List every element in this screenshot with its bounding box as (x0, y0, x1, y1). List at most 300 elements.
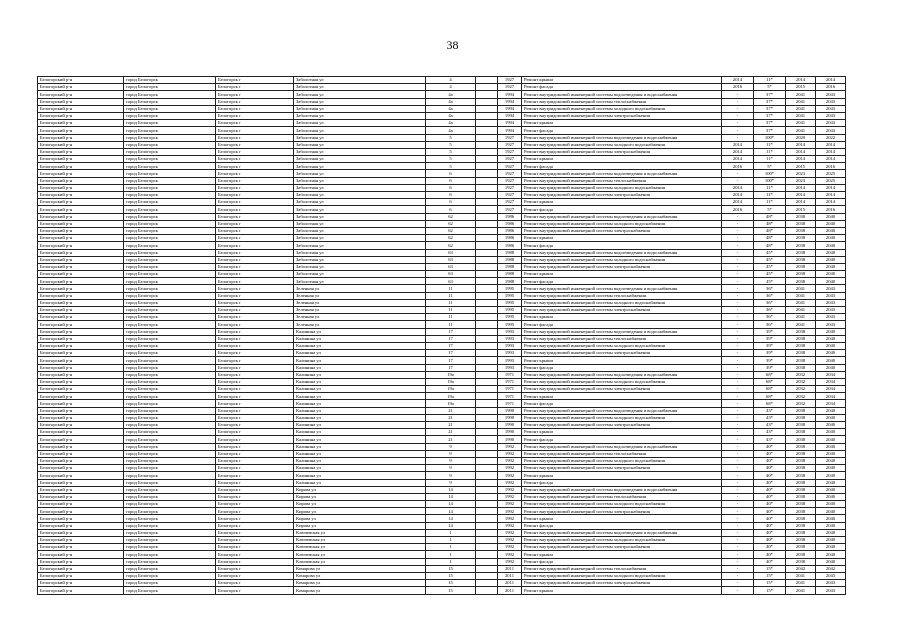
cell-locality: Белогорск г (216, 235, 294, 242)
cell-locality: Белогорск г (216, 156, 294, 163)
cell-settlement: город Белогорск (124, 414, 216, 421)
table-row (38, 285, 846, 292)
cell-street: Заболотная ул (294, 206, 426, 213)
cell-build-year: 2011 (498, 587, 522, 594)
cell-district: Белогорский р-н (38, 407, 124, 414)
cell-street: Калинина ул (294, 465, 426, 472)
cell-settlement: город Белогорск (124, 393, 216, 400)
cell-street: Калинина ул (294, 436, 426, 443)
cell-plan-end: 2040 (816, 227, 846, 234)
cell-plan-end: 2043 (816, 580, 846, 587)
cell-settlement: город Белогорск (124, 263, 216, 270)
cell-plan-end: 2014 (816, 184, 846, 191)
cell-building (476, 443, 498, 450)
cell-wear: 36* (754, 321, 786, 328)
cell-building (476, 378, 498, 385)
cell-settlement: город Белогорск (124, 407, 216, 414)
cell-street: Кирова ул (294, 515, 426, 522)
cell-settlement: город Белогорск (124, 350, 216, 357)
cell-building (476, 457, 498, 464)
cell-house-number: 19а (426, 378, 476, 385)
cell-district: Белогорский р-н (38, 386, 124, 393)
cell-building (476, 105, 498, 112)
cell-plan-end: 2014 (816, 148, 846, 155)
cell-plan-end: 2043 (816, 98, 846, 105)
table-row (38, 134, 846, 141)
cell-house-number: 5 (426, 134, 476, 141)
cell-last-repair-year: - (722, 249, 754, 256)
cell-plan-start: 2038 (786, 515, 816, 522)
cell-building (476, 199, 498, 206)
cell-locality: Белогорск г (216, 551, 294, 558)
cell-street: Заболотная ул (294, 220, 426, 227)
cell-build-year: 1992 (498, 558, 522, 565)
cell-work-type: Ремонт внутридомовой инженерной системы холодного водоснабжения (522, 378, 722, 385)
cell-building (476, 400, 498, 407)
cell-plan-start: 2041 (786, 307, 816, 314)
cell-locality: Белогорск г (216, 508, 294, 515)
cell-wear: 15* (754, 565, 786, 572)
cell-work-type: Ремонт внутридомовой инженерной системы холодного водоснабжения (522, 141, 722, 148)
cell-wear: 100* (754, 177, 786, 184)
cell-last-repair-year: 2014 (722, 199, 754, 206)
cell-street: Комарова ул (294, 580, 426, 587)
cell-locality: Белогорск г (216, 278, 294, 285)
table-row (38, 551, 846, 558)
cell-build-year: 1993 (498, 357, 522, 364)
cell-street: Калинина ул (294, 378, 426, 385)
cell-building (476, 170, 498, 177)
cell-plan-start: 2014 (786, 184, 816, 191)
cell-wear: 48* (754, 213, 786, 220)
cell-last-repair-year: - (722, 342, 754, 349)
cell-building (476, 450, 498, 457)
cell-settlement: город Белогорск (124, 537, 216, 544)
cell-work-type: Ремонт фасада (522, 436, 722, 443)
cell-wear: 40* (754, 472, 786, 479)
cell-building (476, 493, 498, 500)
cell-district: Белогорский р-н (38, 278, 124, 285)
cell-house-number: 15 (426, 572, 476, 579)
cell-work-type: Ремонт внутридомовой инженерной системы теплоснабжения (522, 292, 722, 299)
cell-last-repair-year: - (722, 285, 754, 292)
cell-settlement: город Белогорск (124, 400, 216, 407)
cell-building (476, 206, 498, 213)
cell-street: Кирова ул (294, 493, 426, 500)
cell-street: Зеленная ул (294, 307, 426, 314)
cell-build-year: 1993 (498, 328, 522, 335)
cell-district: Белогорский р-н (38, 457, 124, 464)
cell-district: Белогорский р-н (38, 299, 124, 306)
cell-last-repair-year: - (722, 386, 754, 393)
table-row (38, 91, 846, 98)
cell-settlement: город Белогорск (124, 220, 216, 227)
cell-house-number: 21 (426, 414, 476, 421)
cell-locality: Белогорск г (216, 558, 294, 565)
cell-last-repair-year: 2014 (722, 156, 754, 163)
cell-building (476, 335, 498, 342)
cell-wear: 39* (754, 328, 786, 335)
cell-last-repair-year: - (722, 393, 754, 400)
cell-plan-end: 2040 (816, 529, 846, 536)
cell-build-year: 1992 (498, 537, 522, 544)
table-row (38, 141, 846, 148)
cell-house-number: 9 (426, 450, 476, 457)
cell-settlement: город Белогорск (124, 199, 216, 206)
cell-locality: Белогорск г (216, 307, 294, 314)
table-row (38, 429, 846, 436)
cell-work-type: Ремонт крыши (522, 314, 722, 321)
cell-wear: 11* (754, 192, 786, 199)
cell-last-repair-year: - (722, 98, 754, 105)
table-row (38, 443, 846, 450)
cell-work-type: Ремонт внутридомовой инженерной системы водоотведения и водоснабжения (522, 328, 722, 335)
cell-house-number: 21 (426, 422, 476, 429)
cell-street: Калинина ул (294, 422, 426, 429)
cell-plan-start: 2038 (786, 558, 816, 565)
table-row (38, 335, 846, 342)
cell-building (476, 220, 498, 227)
cell-wear: 15* (754, 572, 786, 579)
cell-building (476, 112, 498, 119)
cell-street: Заболотная ул (294, 120, 426, 127)
cell-plan-end: 2040 (816, 271, 846, 278)
table-row (38, 206, 846, 213)
cell-street: Кирова ул (294, 522, 426, 529)
cell-street: Заболотная ул (294, 127, 426, 134)
cell-plan-end: 2043 (816, 120, 846, 127)
cell-house-number: 11 (426, 307, 476, 314)
cell-work-type: Ремонт внутридомовой инженерной системы водоотведения и водоснабжения (522, 285, 722, 292)
cell-plan-start: 2038 (786, 335, 816, 342)
cell-plan-start: 2038 (786, 429, 816, 436)
cell-settlement: город Белогорск (124, 429, 216, 436)
cell-last-repair-year: - (722, 220, 754, 227)
table-row (38, 537, 846, 544)
cell-house-number: 17 (426, 342, 476, 349)
cell-plan-start: 2038 (786, 443, 816, 450)
table-row (38, 321, 846, 328)
cell-build-year: 1995 (498, 299, 522, 306)
cell-locality: Белогорск г (216, 450, 294, 457)
cell-locality: Белогорск г (216, 565, 294, 572)
cell-street: Калинина ул (294, 386, 426, 393)
table-row (38, 515, 846, 522)
cell-district: Белогорский р-н (38, 465, 124, 472)
cell-district: Белогорский р-н (38, 98, 124, 105)
cell-locality: Белогорск г (216, 184, 294, 191)
cell-district: Белогорский р-н (38, 400, 124, 407)
cell-build-year: 1988 (498, 263, 522, 270)
cell-district: Белогорский р-н (38, 501, 124, 508)
cell-district: Белогорский р-н (38, 529, 124, 536)
table-row (38, 393, 846, 400)
cell-locality: Белогорск г (216, 457, 294, 464)
cell-district: Белогорский р-н (38, 84, 124, 91)
cell-plan-end: 2034 (816, 393, 846, 400)
cell-street: Заболотная ул (294, 227, 426, 234)
cell-locality: Белогорск г (216, 271, 294, 278)
cell-plan-start: 2023 (786, 170, 816, 177)
cell-district: Белогорский р-н (38, 235, 124, 242)
cell-settlement: город Белогорск (124, 227, 216, 234)
cell-building (476, 565, 498, 572)
cell-work-type: Ремонт крыши (522, 472, 722, 479)
cell-wear: 40* (754, 544, 786, 551)
cell-district: Белогорский р-н (38, 120, 124, 127)
cell-last-repair-year: - (722, 558, 754, 565)
cell-locality: Белогорск г (216, 472, 294, 479)
cell-build-year: 1927 (498, 177, 522, 184)
cell-street: Ключевская ул (294, 529, 426, 536)
cell-settlement: город Белогорск (124, 213, 216, 220)
cell-work-type: Ремонт внутридомовой инженерной системы электроснабжения (522, 465, 722, 472)
cell-house-number: 1 (426, 544, 476, 551)
cell-building (476, 544, 498, 551)
cell-building (476, 256, 498, 263)
cell-wear: 40* (754, 537, 786, 544)
cell-wear: 45* (754, 256, 786, 263)
cell-house-number: 15 (426, 580, 476, 587)
cell-settlement: город Белогорск (124, 572, 216, 579)
cell-building (476, 271, 498, 278)
cell-build-year: 1995 (498, 321, 522, 328)
cell-plan-start: 2038 (786, 407, 816, 414)
cell-plan-end: 2043 (816, 321, 846, 328)
cell-last-repair-year: - (722, 400, 754, 407)
cell-wear: 48* (754, 227, 786, 234)
cell-plan-end: 2016 (816, 84, 846, 91)
cell-wear: 11* (754, 148, 786, 155)
cell-street: Заболотная ул (294, 77, 426, 84)
cell-plan-end: 2040 (816, 249, 846, 256)
cell-work-type: Ремонт внутридомовой инженерной системы теплоснабжения (522, 335, 722, 342)
cell-wear: 40* (754, 515, 786, 522)
cell-district: Белогорский р-н (38, 335, 124, 342)
cell-house-number: 5 (426, 156, 476, 163)
cell-plan-start: 2023 (786, 177, 816, 184)
cell-plan-start: 2015 (786, 84, 816, 91)
cell-work-type: Ремонт фасада (522, 278, 722, 285)
cell-locality: Белогорск г (216, 522, 294, 529)
cell-work-type: Ремонт фасада (522, 364, 722, 371)
cell-settlement: город Белогорск (124, 141, 216, 148)
cell-wear: 40* (754, 443, 786, 450)
cell-house-number: 62 (426, 242, 476, 249)
cell-plan-end: 2040 (816, 342, 846, 349)
cell-last-repair-year: - (722, 235, 754, 242)
cell-street: Калинина ул (294, 472, 426, 479)
cell-district: Белогорский р-н (38, 544, 124, 551)
cell-build-year: 1927 (498, 77, 522, 84)
cell-locality: Белогорск г (216, 98, 294, 105)
cell-locality: Белогорск г (216, 256, 294, 263)
cell-building (476, 357, 498, 364)
cell-plan-start: 2038 (786, 242, 816, 249)
cell-locality: Белогорск г (216, 263, 294, 270)
cell-last-repair-year: - (722, 357, 754, 364)
cell-work-type: Ремонт внутридомовой инженерной системы теплоснабжения (522, 493, 722, 500)
cell-last-repair-year: - (722, 127, 754, 134)
table-row (38, 307, 846, 314)
cell-street: Заболотная ул (294, 263, 426, 270)
table-row (38, 580, 846, 587)
cell-wear: 37* (754, 91, 786, 98)
cell-street: Заболотная ул (294, 105, 426, 112)
cell-district: Белогорский р-н (38, 134, 124, 141)
cell-plan-end: 2040 (816, 220, 846, 227)
cell-work-type: Ремонт крыши (522, 77, 722, 84)
cell-last-repair-year: - (722, 177, 754, 184)
cell-plan-start: 2038 (786, 357, 816, 364)
cell-street: Ключевская ул (294, 537, 426, 544)
cell-last-repair-year: - (722, 350, 754, 357)
cell-house-number: 5 (426, 141, 476, 148)
cell-settlement: город Белогорск (124, 192, 216, 199)
cell-build-year: 1927 (498, 141, 522, 148)
cell-plan-end: 2043 (816, 292, 846, 299)
cell-house-number: 17 (426, 357, 476, 364)
cell-building (476, 192, 498, 199)
cell-building (476, 314, 498, 321)
cell-plan-end: 2034 (816, 400, 846, 407)
cell-street: Зеленная ул (294, 321, 426, 328)
cell-build-year: 1994 (498, 112, 522, 119)
cell-house-number: 14 (426, 522, 476, 529)
cell-plan-start: 2014 (786, 77, 816, 84)
cell-district: Белогорский р-н (38, 256, 124, 263)
cell-plan-end: 2040 (816, 544, 846, 551)
cell-wear: 48* (754, 220, 786, 227)
cell-district: Белогорский р-н (38, 558, 124, 565)
cell-street: Калинина ул (294, 357, 426, 364)
table-row (38, 192, 846, 199)
cell-street: Калинина ул (294, 350, 426, 357)
cell-settlement: город Белогорск (124, 307, 216, 314)
cell-last-repair-year: - (722, 414, 754, 421)
cell-last-repair-year: - (722, 292, 754, 299)
cell-plan-start: 2038 (786, 249, 816, 256)
cell-settlement: город Белогорск (124, 314, 216, 321)
cell-build-year: 1990 (498, 436, 522, 443)
cell-plan-start: 2038 (786, 486, 816, 493)
cell-district: Белогорский р-н (38, 328, 124, 335)
cell-build-year: 1994 (498, 127, 522, 134)
cell-district: Белогорский р-н (38, 422, 124, 429)
cell-settlement: город Белогорск (124, 465, 216, 472)
cell-build-year: 1986 (498, 242, 522, 249)
cell-street: Калинина ул (294, 371, 426, 378)
cell-settlement: город Белогорск (124, 436, 216, 443)
cell-settlement: город Белогорск (124, 328, 216, 335)
cell-settlement: город Белогорск (124, 335, 216, 342)
cell-street: Зеленная ул (294, 314, 426, 321)
cell-street: Комарова ул (294, 565, 426, 572)
cell-wear: 15* (754, 587, 786, 594)
cell-wear: 40* (754, 501, 786, 508)
cell-last-repair-year: 2014 (722, 141, 754, 148)
table-row (38, 422, 846, 429)
cell-wear: 5* (754, 84, 786, 91)
cell-settlement: город Белогорск (124, 105, 216, 112)
cell-last-repair-year: - (722, 314, 754, 321)
cell-locality: Белогорск г (216, 213, 294, 220)
cell-last-repair-year: - (722, 587, 754, 594)
table-row (38, 77, 846, 84)
cell-district: Белогорский р-н (38, 414, 124, 421)
cell-locality: Белогорск г (216, 335, 294, 342)
cell-street: Ключевская ул (294, 558, 426, 565)
cell-house-number: 15 (426, 587, 476, 594)
cell-locality: Белогорск г (216, 314, 294, 321)
cell-wear: 100* (754, 134, 786, 141)
cell-district: Белогорский р-н (38, 127, 124, 134)
cell-house-number: 4а (426, 120, 476, 127)
cell-last-repair-year: - (722, 134, 754, 141)
cell-street: Калинина ул (294, 429, 426, 436)
cell-build-year: 1927 (498, 206, 522, 213)
cell-work-type: Ремонт внутридомовой инженерной системы электроснабжения (522, 386, 722, 393)
cell-locality: Белогорск г (216, 443, 294, 450)
cell-district: Белогорский р-н (38, 199, 124, 206)
cell-wear: 43* (754, 422, 786, 429)
cell-plan-end: 2014 (816, 141, 846, 148)
cell-wear: 39* (754, 357, 786, 364)
cell-build-year: 1988 (498, 256, 522, 263)
cell-last-repair-year: 2014 (722, 184, 754, 191)
cell-plan-end: 2040 (816, 436, 846, 443)
cell-work-type: Ремонт внутридомовой инженерной системы холодного водоснабжения (522, 220, 722, 227)
cell-work-type: Ремонт внутридомовой инженерной системы электроснабжения (522, 263, 722, 270)
cell-building (476, 156, 498, 163)
cell-locality: Белогорск г (216, 299, 294, 306)
cell-wear: 40* (754, 529, 786, 536)
cell-house-number: 15 (426, 565, 476, 572)
cell-plan-start: 2014 (786, 141, 816, 148)
cell-plan-end: 2014 (816, 156, 846, 163)
cell-district: Белогорский р-н (38, 321, 124, 328)
table-row (38, 436, 846, 443)
cell-district: Белогорский р-н (38, 184, 124, 191)
table-row (38, 486, 846, 493)
cell-work-type: Ремонт внутридомовой инженерной системы водоотведения и водоснабжения (522, 213, 722, 220)
cell-work-type: Ремонт крыши (522, 393, 722, 400)
cell-build-year: 1971 (498, 378, 522, 385)
cell-locality: Белогорск г (216, 91, 294, 98)
cell-wear: 11* (754, 199, 786, 206)
cell-last-repair-year: 2016 (722, 163, 754, 170)
cell-build-year: 1992 (498, 515, 522, 522)
cell-plan-end: 2043 (816, 587, 846, 594)
cell-plan-start: 2038 (786, 271, 816, 278)
cell-settlement: город Белогорск (124, 544, 216, 551)
capital-repair-table (37, 76, 846, 595)
cell-locality: Белогорск г (216, 357, 294, 364)
cell-wear: 48* (754, 235, 786, 242)
cell-house-number: 17 (426, 328, 476, 335)
cell-street: Комарова ул (294, 572, 426, 579)
cell-wear: 40* (754, 479, 786, 486)
cell-locality: Белогорск г (216, 529, 294, 536)
table-row (38, 299, 846, 306)
table-row (38, 105, 846, 112)
cell-locality: Белогорск г (216, 285, 294, 292)
cell-street: Заболотная ул (294, 213, 426, 220)
cell-house-number: 19а (426, 386, 476, 393)
cell-plan-end: 2034 (816, 371, 846, 378)
cell-build-year: 1988 (498, 271, 522, 278)
table-row (38, 357, 846, 364)
